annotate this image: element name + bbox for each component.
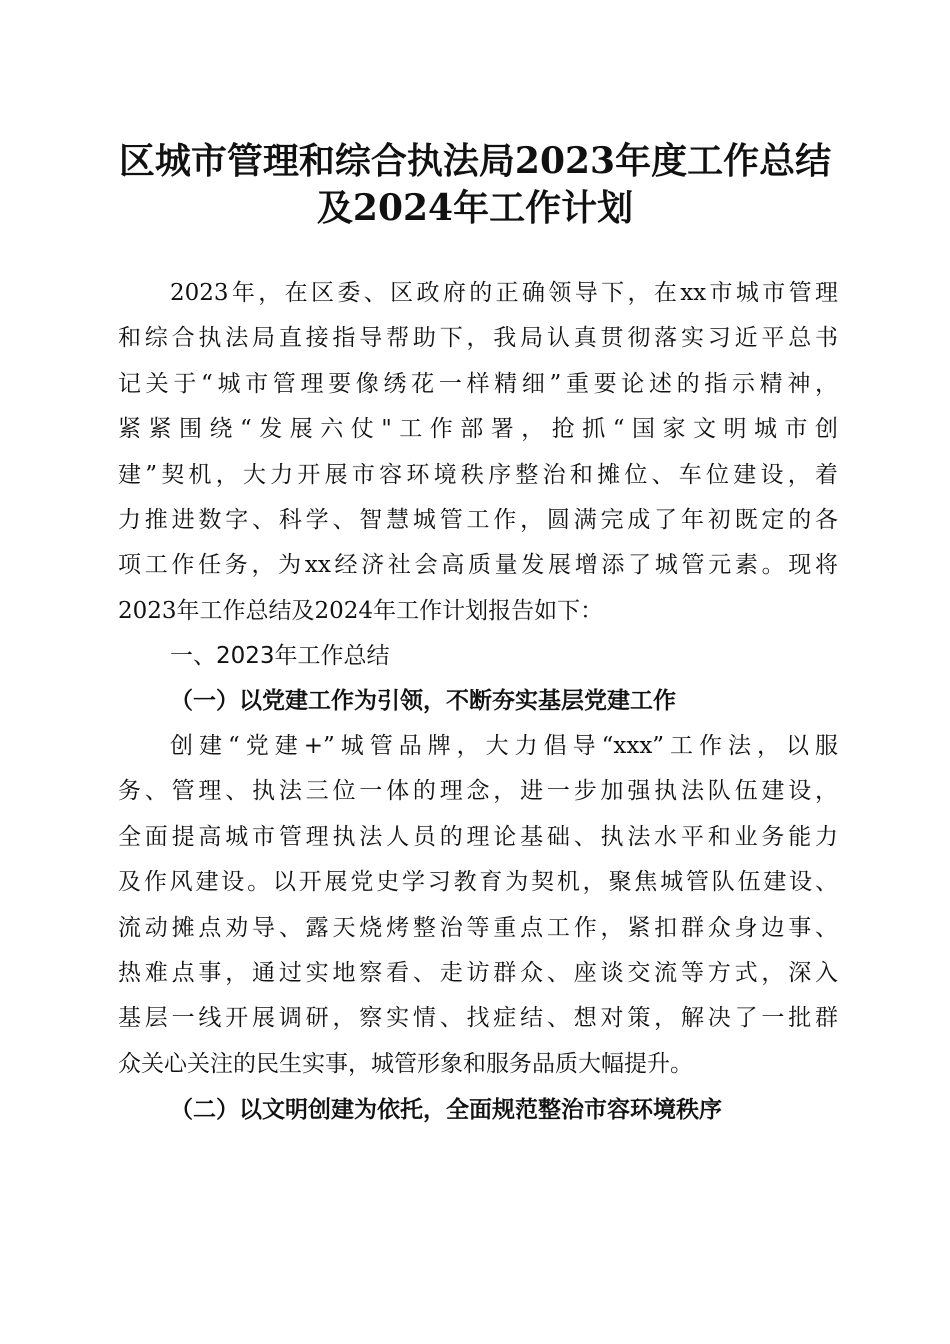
body-line: 及作风建设。以开展党史学习教育为契机，聚焦城管队伍建设、: [118, 869, 838, 896]
intro-line: 2023年，在区委、区政府的正确领导下，在xx市城市管理: [170, 280, 838, 306]
subsection-1-paragraph: [118, 724, 838, 1087]
body-line: 全面提高城市管理执法人员的理论基础、执法水平和业务能力: [118, 823, 838, 850]
section-1-heading: 一、2023年工作总结: [170, 643, 390, 669]
body-line: 流动摊点劝导、露天烧烤整治等重点工作，紧扣群众身边事、: [118, 914, 838, 941]
intro-line: 建”契机，大力开展市容环境秩序整治和摊位、车位建设，着: [118, 461, 838, 488]
intro-line: 力推进数字、科学、智慧城管工作，圆满完成了年初既定的各: [118, 506, 838, 533]
body-line: 创建“党建+”城管品牌，大力倡导“xxx”工作法，以服: [170, 733, 838, 759]
intro-line: 紧紧围绕“发展六仗"工作部署，抢抓“国家文明城市创: [118, 416, 838, 443]
body-line: 众关心关注的民生实事，城管形象和服务品质大幅提升。: [118, 1050, 693, 1077]
document-title-line-2: 及2024年工作计划: [316, 187, 634, 229]
intro-line: 项工作任务，为xx经济社会高质量发展增添了城管元素。现将: [118, 552, 838, 579]
intro-line: 和综合执法局直接指导帮助下，我局认真贯彻落实习近平总书: [118, 325, 838, 352]
body-line: 基层一线开展调研，察实情、找症结、想对策，解决了一批群: [118, 1005, 838, 1032]
intro-line: 2023年工作总结及2024年工作计划报告如下：: [118, 597, 604, 624]
body-line: 热难点事，通过实地察看、走访群众、座谈交流等方式，深入: [118, 959, 838, 986]
subsection-2-heading: （二）以文明创建为依托，全面规范整治市容环境秩序: [170, 1096, 722, 1123]
body-line: 务、管理、执法三位一体的理念，进一步加强执法队伍建设，: [118, 778, 838, 805]
intro-paragraph: [118, 271, 838, 634]
document-title-line-1: 区城市管理和综合执法局2023年度工作总结: [118, 140, 832, 182]
subsection-1-heading: （一）以党建工作为引领，不断夯实基层党建工作: [170, 687, 676, 714]
intro-line: 记关于“城市管理要像绣花一样精细”重要论述的指示精神，: [118, 370, 838, 397]
